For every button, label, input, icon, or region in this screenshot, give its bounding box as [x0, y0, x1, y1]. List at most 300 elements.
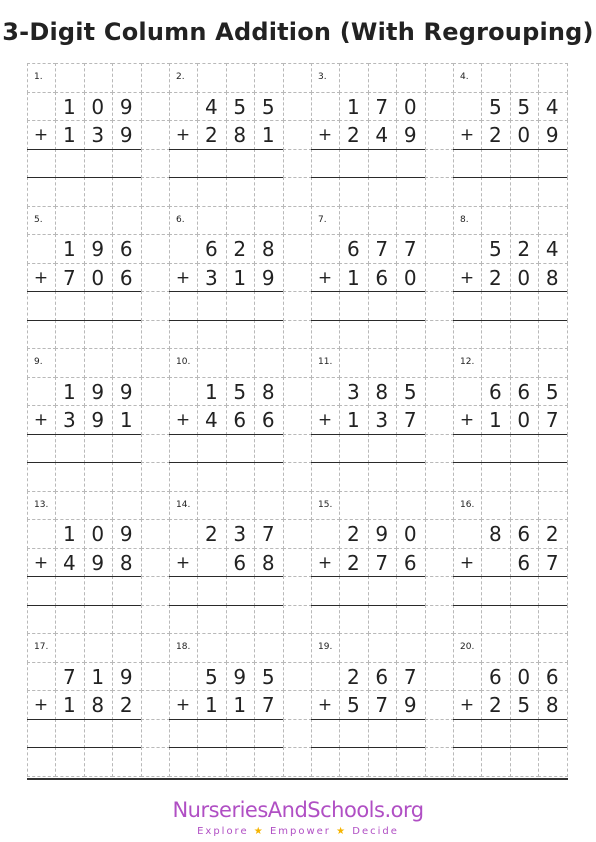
answer-line: [311, 291, 425, 292]
top-digit: 9: [119, 379, 133, 404]
answer-line: [453, 320, 567, 321]
grid-cell: [368, 63, 397, 93]
grid-cell: [226, 576, 255, 606]
grid-cell: [254, 576, 283, 606]
grid-cell: [538, 576, 567, 606]
plus-sign: +: [317, 695, 333, 715]
bottom-digit: 4: [205, 408, 218, 432]
grid-cell: [453, 605, 482, 635]
bottom-digit: 9: [261, 265, 275, 290]
bottom-digit: 2: [347, 550, 360, 575]
grid-cell: [283, 92, 312, 122]
grid-cell: [197, 719, 226, 749]
problem-grid: [27, 63, 568, 775]
grid-cell: [425, 405, 454, 435]
grid-cell: [368, 206, 397, 236]
answer-line: [169, 462, 283, 463]
grid-cell: [396, 605, 425, 635]
top-digit: 6: [517, 522, 531, 546]
grid-cell: [368, 462, 397, 492]
plus-sign: +: [33, 267, 49, 288]
problem-number: 3.: [318, 72, 327, 82]
grid-cell: [425, 605, 454, 635]
grid-cell: [368, 576, 397, 606]
grid-cell: [481, 206, 510, 236]
top-digit: 1: [63, 94, 76, 119]
top-digit: 6: [375, 664, 389, 689]
grid-cell: [112, 348, 141, 378]
grid-cell: [55, 719, 84, 749]
grid-cell: [27, 291, 56, 321]
grid-cell: [112, 719, 141, 749]
grid-cell: [481, 491, 510, 521]
answer-line: [311, 434, 425, 435]
bottom-digit: 9: [403, 693, 417, 717]
grid-cell: [27, 320, 56, 350]
grid-cell: [396, 747, 425, 777]
grid-cell: [283, 320, 312, 350]
answer-line: [453, 291, 567, 292]
grid-cell: [141, 120, 170, 150]
grid-cell: [141, 377, 170, 407]
bottom-digit: 1: [63, 693, 76, 717]
grid-cell: [510, 605, 539, 635]
grid-cell: [141, 405, 170, 435]
grid-cell: [169, 177, 198, 207]
grid-cell: [510, 747, 539, 777]
grid-cell: [226, 206, 255, 236]
grid-cell: [254, 719, 283, 749]
grid-cell: [311, 177, 340, 207]
bottom-digit: 6: [233, 550, 247, 575]
grid-cell: [283, 576, 312, 606]
grid-cell: [396, 491, 425, 521]
grid-cell: [197, 149, 226, 179]
grid-cell: [538, 149, 567, 179]
grid-cell: [55, 149, 84, 179]
grid-cell: [283, 405, 312, 435]
top-digit: 0: [517, 664, 531, 689]
grid-cell: [538, 605, 567, 635]
answer-line: [453, 462, 567, 463]
grid-cell: [425, 519, 454, 549]
top-digit: 2: [233, 237, 247, 261]
grid-cell: [169, 320, 198, 350]
top-digit: 1: [347, 94, 360, 119]
top-digit: 3: [347, 379, 360, 404]
grid-cell: [425, 177, 454, 207]
grid-cell: [510, 63, 539, 93]
grid-cell: [84, 348, 113, 378]
grid-cell: [425, 92, 454, 122]
grid-cell: [453, 377, 482, 407]
grid-cell: [311, 92, 340, 122]
bottom-digit: 1: [489, 408, 502, 432]
problem-number: 10.: [176, 357, 191, 367]
bottom-digit: 9: [545, 123, 559, 147]
top-digit: 6: [489, 664, 502, 689]
grid-cell: [254, 434, 283, 464]
grid-cell: [141, 320, 170, 350]
bottom-digit: 8: [233, 123, 247, 147]
grid-cell: [368, 177, 397, 207]
top-digit: 5: [545, 379, 559, 404]
top-digit: 5: [489, 237, 502, 261]
grid-cell: [84, 462, 113, 492]
problem-number: 2.: [176, 72, 185, 82]
bottom-digit: 7: [261, 693, 275, 717]
grid-cell: [169, 149, 198, 179]
answer-line: [169, 149, 283, 150]
grid-cell: [425, 462, 454, 492]
answer-line: [169, 747, 283, 748]
grid-cell: [169, 662, 198, 692]
top-digit: 2: [347, 522, 360, 546]
top-digit: 7: [375, 94, 389, 119]
grid-cell: [84, 719, 113, 749]
grid-cell: [538, 291, 567, 321]
answer-line: [27, 149, 141, 150]
answer-line: [27, 320, 141, 321]
answer-line: [169, 320, 283, 321]
grid-cell: [283, 747, 312, 777]
grid-cell: [55, 462, 84, 492]
bottom-digit: 4: [63, 550, 76, 575]
grid-cell: [283, 177, 312, 207]
star-icon: ★: [336, 826, 348, 837]
grid-cell: [169, 719, 198, 749]
problem-number: 7.: [318, 214, 327, 225]
grid-cell: [169, 434, 198, 464]
problem-number: 17.: [34, 642, 49, 652]
plus-sign: +: [317, 410, 333, 430]
top-digit: 1: [205, 379, 218, 404]
grid-cell: [283, 434, 312, 464]
top-digit: 9: [119, 522, 133, 546]
grid-cell: [425, 348, 454, 378]
grid-cell: [112, 177, 141, 207]
grid-cell: [141, 92, 170, 122]
top-digit: 2: [517, 237, 531, 261]
grid-cell: [538, 719, 567, 749]
top-digit: 6: [205, 237, 218, 261]
grid-cell: [27, 462, 56, 492]
grid-cell: [84, 747, 113, 777]
problem-number: 12.: [460, 357, 475, 367]
bottom-digit: 4: [375, 123, 389, 147]
grid-cell: [453, 662, 482, 692]
grid-cell: [55, 491, 84, 521]
grid-cell: [453, 234, 482, 264]
bottom-digit: 6: [517, 550, 531, 575]
grid-cell: [226, 348, 255, 378]
bottom-digit: 2: [119, 693, 133, 717]
grid-cell: [141, 605, 170, 635]
top-digit: 4: [545, 94, 559, 119]
grid-cell: [396, 462, 425, 492]
grid-cell: [55, 605, 84, 635]
grid-cell: [425, 633, 454, 663]
grid-cell: [169, 747, 198, 777]
answer-line: [169, 605, 283, 606]
grid-cell: [425, 377, 454, 407]
star-icon: ★: [253, 826, 265, 837]
grid-cell: [254, 747, 283, 777]
answer-line: [27, 434, 141, 435]
grid-cell: [396, 576, 425, 606]
grid-cell: [510, 719, 539, 749]
grid-cell: [197, 462, 226, 492]
grid-cell: [538, 462, 567, 492]
grid-cell: [425, 63, 454, 93]
grid-cell: [141, 576, 170, 606]
grid-cell: [254, 149, 283, 179]
grid-cell: [453, 149, 482, 179]
grid-cell: [453, 177, 482, 207]
grid-cell: [84, 576, 113, 606]
grid-cell: [339, 177, 368, 207]
grid-cell: [396, 348, 425, 378]
grid-cell: [481, 177, 510, 207]
answer-line: [311, 177, 425, 178]
plus-sign: +: [175, 552, 191, 573]
top-digit: 2: [205, 522, 218, 546]
grid-cell: [425, 263, 454, 293]
answer-line: [169, 576, 283, 577]
site-tagline: [0, 826, 596, 837]
top-digit: 9: [91, 237, 105, 261]
grid-cell: [481, 348, 510, 378]
grid-cell: [425, 548, 454, 578]
top-digit: 9: [91, 379, 105, 404]
grid-cell: [226, 320, 255, 350]
grid-cell: [510, 320, 539, 350]
grid-cell: [453, 747, 482, 777]
bottom-digit: 7: [63, 265, 76, 290]
bottom-digit: 2: [489, 265, 502, 290]
grid-cell: [27, 92, 56, 122]
grid-cell: [425, 320, 454, 350]
top-digit: 5: [489, 94, 502, 119]
grid-cell: [169, 377, 198, 407]
grid-cell: [27, 377, 56, 407]
grid-cell: [141, 63, 170, 93]
grid-cell: [481, 605, 510, 635]
tagline-word: Empower: [269, 826, 331, 837]
grid-cell: [425, 149, 454, 179]
grid-cell: [481, 462, 510, 492]
grid-cell: [510, 177, 539, 207]
grid-cell: [254, 63, 283, 93]
grid-cell: [339, 320, 368, 350]
grid-cell: [311, 462, 340, 492]
grid-cell: [339, 462, 368, 492]
grid-cell: [55, 320, 84, 350]
plus-sign: +: [317, 125, 333, 145]
grid-cell: [197, 206, 226, 236]
grid-cell: [283, 348, 312, 378]
grid-cell: [254, 462, 283, 492]
grid-cell: [226, 633, 255, 663]
grid-cell: [254, 605, 283, 635]
grid-cell: [396, 63, 425, 93]
grid-cell: [141, 662, 170, 692]
grid-cell: [538, 348, 567, 378]
bottom-digit: 9: [403, 123, 417, 147]
grid-cell: [425, 690, 454, 720]
grid-cell: [481, 320, 510, 350]
grid-cell: [226, 719, 255, 749]
top-digit: 2: [347, 664, 360, 689]
top-digit: 7: [375, 237, 389, 261]
bottom-digit: 1: [261, 123, 275, 147]
site-logo: NurseriesAndSchools.org: [172, 798, 424, 822]
grid-cell: [226, 177, 255, 207]
grid-cell: [55, 747, 84, 777]
grid-cell: [55, 576, 84, 606]
grid-cell: [141, 548, 170, 578]
grid-cell: [453, 576, 482, 606]
grid-cell: [169, 234, 198, 264]
grid-cell: [169, 519, 198, 549]
grid-cell: [368, 149, 397, 179]
top-digit: 5: [261, 664, 275, 689]
grid-cell: [481, 291, 510, 321]
grid-cell: [141, 149, 170, 179]
grid-cell: [27, 662, 56, 692]
grid-cell: [112, 462, 141, 492]
bottom-digit: 7: [375, 550, 389, 575]
grid-cell: [112, 576, 141, 606]
answer-line: [27, 719, 141, 720]
grid-cell: [55, 434, 84, 464]
grid-cell: [538, 747, 567, 777]
grid-cell: [311, 377, 340, 407]
grid-cell: [481, 63, 510, 93]
grid-cell: [538, 491, 567, 521]
answer-line: [27, 462, 141, 463]
grid-cell: [27, 149, 56, 179]
top-digit: 5: [205, 664, 218, 689]
problem-number: 1.: [34, 72, 43, 82]
grid-cell: [283, 633, 312, 663]
bottom-digit: 2: [205, 123, 218, 147]
grid-cell: [368, 491, 397, 521]
grid-cell: [254, 320, 283, 350]
grid-cell: [112, 605, 141, 635]
answer-line: [27, 747, 141, 748]
plus-sign: +: [459, 267, 475, 288]
bottom-digit: 9: [91, 408, 105, 432]
bottom-digit: 5: [347, 693, 360, 717]
grid-cell: [453, 434, 482, 464]
bottom-digit: 9: [119, 123, 133, 147]
grid-cell: [283, 149, 312, 179]
grid-cell: [396, 206, 425, 236]
top-digit: 5: [261, 94, 275, 119]
bottom-digit: 0: [403, 265, 417, 290]
grid-cell: [197, 548, 226, 578]
grid-cell: [339, 63, 368, 93]
grid-cell: [339, 291, 368, 321]
bottom-digit: 6: [403, 550, 417, 575]
grid-cell: [425, 120, 454, 150]
grid-cell: [197, 177, 226, 207]
tagline-word: Decide: [352, 826, 399, 837]
grid-cell: [453, 92, 482, 122]
top-digit: 6: [119, 237, 133, 261]
problem-number: 8.: [460, 214, 469, 225]
grid-cell: [283, 234, 312, 264]
grid-cell: [396, 719, 425, 749]
grid-cell: [510, 348, 539, 378]
grid-cell: [197, 348, 226, 378]
answer-line: [453, 605, 567, 606]
grid-cell: [396, 320, 425, 350]
bottom-digit: 2: [347, 123, 360, 147]
grid-cell: [339, 491, 368, 521]
grid-cell: [226, 63, 255, 93]
top-digit: 7: [63, 664, 76, 689]
grid-cell: [283, 662, 312, 692]
bottom-digit: 8: [91, 693, 105, 717]
grid-cell: [481, 149, 510, 179]
top-digit: 7: [261, 522, 275, 546]
bottom-digit: 6: [119, 265, 133, 290]
worksheet-title: 3-Digit Column Addition (With Regrouping): [2, 18, 594, 46]
grid-cell: [197, 576, 226, 606]
top-digit: 0: [91, 522, 105, 546]
grid-cell: [169, 92, 198, 122]
grid-cell: [141, 177, 170, 207]
bottom-digit: 0: [517, 123, 531, 147]
grid-cell: [368, 747, 397, 777]
grid-cell: [27, 434, 56, 464]
top-digit: 5: [233, 94, 247, 119]
bottom-digit: 2: [489, 123, 502, 147]
grid-cell: [112, 747, 141, 777]
top-digit: 8: [375, 379, 389, 404]
grid-cell: [339, 149, 368, 179]
grid-cell: [311, 291, 340, 321]
grid-cell: [453, 291, 482, 321]
grid-cell: [226, 462, 255, 492]
grid-cell: [226, 605, 255, 635]
answer-line: [169, 719, 283, 720]
problem-number: 16.: [460, 499, 475, 510]
grid-cell: [254, 633, 283, 663]
grid-cell: [27, 576, 56, 606]
grid-cell: [226, 149, 255, 179]
grid-cell: [283, 263, 312, 293]
bottom-digit: 1: [119, 408, 133, 432]
answer-line: [27, 177, 141, 178]
grid-cell: [197, 63, 226, 93]
grid-cell: [283, 462, 312, 492]
grid-cell: [141, 434, 170, 464]
grid-cell: [112, 491, 141, 521]
problem-number: 6.: [176, 214, 185, 225]
answer-line: [311, 605, 425, 606]
grid-cell: [425, 434, 454, 464]
grid-cell: [538, 177, 567, 207]
grid-cell: [84, 605, 113, 635]
grid-cell: [283, 719, 312, 749]
grid-cell: [55, 63, 84, 93]
answer-line: [453, 747, 567, 748]
grid-cell: [197, 434, 226, 464]
grid-cell: [425, 747, 454, 777]
